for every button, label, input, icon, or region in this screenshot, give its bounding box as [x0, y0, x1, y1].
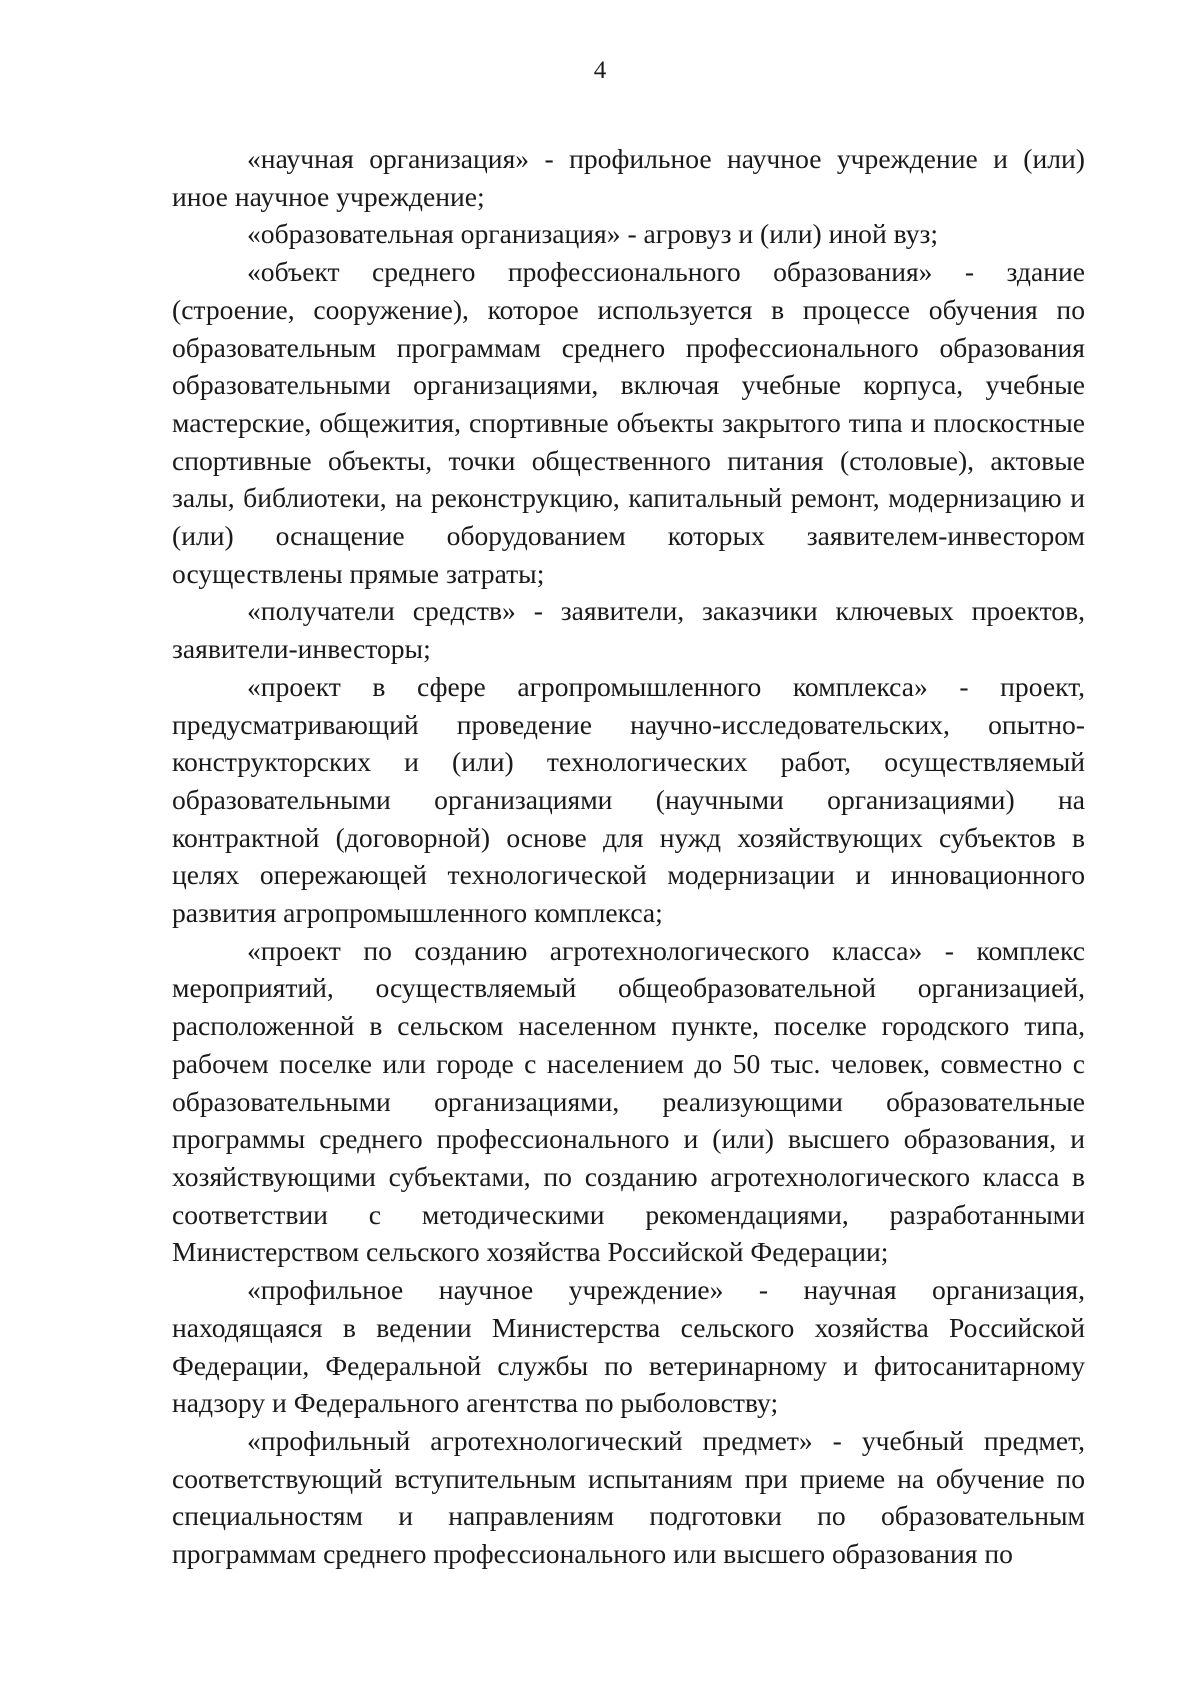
definition-paragraph: «проект по созданию агротехнологического класса» - комплекс мероприятий, осуществляемый общеобразовательной организацией, расположенной в сельском населенном пункте, поселке городского типа, рабочем поселке или городе с населением до 50 тыс. человек, совместно с образовательными организациями, реализующими образовательные программы среднего профессионального и (или) высшего образования, и хозяйствующими субъектами, по созданию агротехнологического класса в соответствии с методическими рекомендациями, разработанными Министерством сельского хозяйства Российской Федерации; [172, 934, 1085, 1268]
definition-paragraph: «профильный агротехнологический предмет» - учебный предмет, соответствующий вступительным испытаниям при приеме на обучение по специальностям и направлениям подготовки по образовательным программам среднего профессионального или высшего образования по [172, 1424, 1085, 1570]
page-number: 4 [593, 57, 607, 84]
definition-paragraph: «получатели средств» - заявители, заказчики ключевых проектов, заявители-инвесторы; [172, 595, 1085, 665]
definition-paragraph: «научная организация» - профильное научное учреждение и (или) иное научное учреждение; [172, 143, 1085, 212]
definition-paragraph: «профильное научное учреждение» - научная организация, находящаяся в ведении Министерства сельского хозяйства Российской Федерации, Федеральной службы по ветеринарному и фитосанитарному надзору и Федерального агентства по рыболовству; [172, 1274, 1085, 1419]
document-body [172, 140, 1085, 1573]
definition-paragraph: «объект среднего профессионального образования» - здание (строение, сооружение), которое используется в процессе обучения по образовательным программам среднего профессионального образования образовательными организациями, включая учебные корпуса, учебные мастерские, общежития, спортивные объекты закрытого типа и плоскостные спортивные объекты, точки общественного питания (столовые), актовые залы, библиотеки, на реконструкцию, капитальный ремонт, модернизацию и (или) оснащение оборудованием которых заявителем-инвестором осуществлены прямые затраты; [172, 256, 1085, 589]
definition-paragraph: «образовательная организация» - агровуз и (или) иной вуз; [247, 218, 939, 250]
definition-paragraph: «проект в сфере агропромышленного комплекса» - проект, предусматривающий проведение научно-исследовательских, опытно-конструкторских и (или) технологических работ, осуществляемый образовательными организациями (научными организациями) на контрактной (договорной) основе для нужд хозяйствующих субъектов в целях опережающей технологической модернизации и инновационного развития агропромышленного комплекса; [172, 670, 1085, 929]
